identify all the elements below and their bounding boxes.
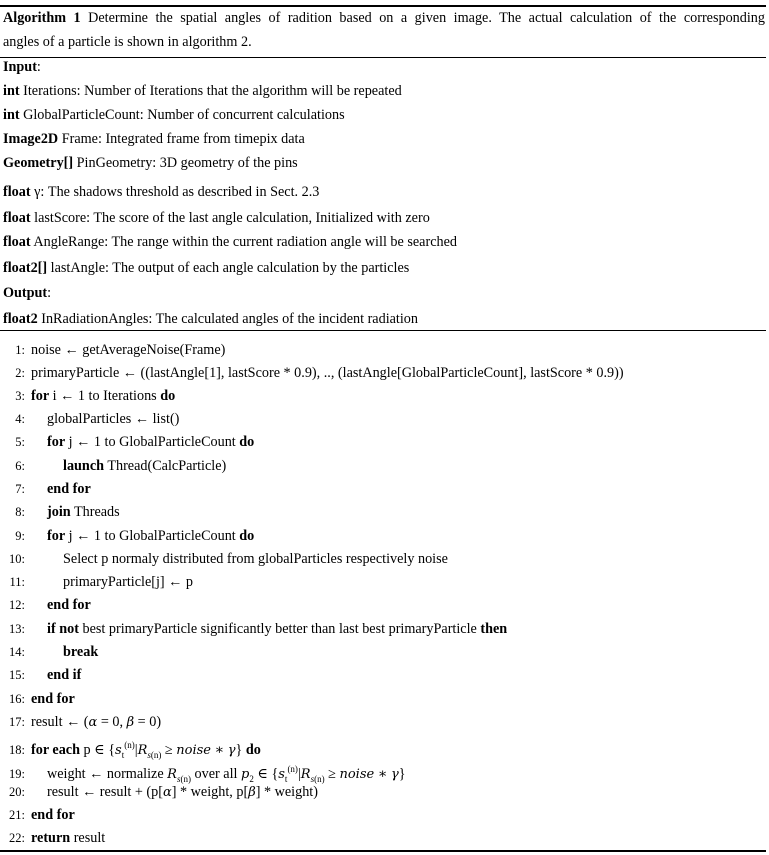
step-line: 7: end for xyxy=(15,481,91,497)
step-line: 20: result ← result + (p[α] * weight, p[β] * weight) xyxy=(9,784,318,800)
input-param: float AngleRange: The range within the current radiation angle will be searched xyxy=(3,234,457,250)
step-line: 18: for each p ∈ {$s_t^{(n)}|R_{s(n)}$ ≥ noise ∗ γ} do xyxy=(9,740,261,760)
input-param: int Iterations: Number of Iterations that the algorithm will be repeated xyxy=(3,83,402,99)
input-param: Image2D Frame: Integrated frame from timepix data xyxy=(3,131,305,147)
io-rule xyxy=(0,330,766,331)
step-line: 4: globalParticles ← list() xyxy=(15,411,180,427)
step-line: 8: join Threads xyxy=(15,504,120,520)
step-line: 9: for j ← 1 to GlobalParticleCount do xyxy=(15,528,255,544)
step-line: 10: Select p normaly distributed from globalParticles respectively noise xyxy=(9,551,448,567)
input-heading: Input: xyxy=(3,59,41,75)
bottom-rule xyxy=(0,850,766,852)
step-line: 17: result ← (α = 0, β = 0) xyxy=(9,714,162,730)
caption-text-1: Determine the spatial angles of radition based on a given image. The actual calculation of the corresponding xyxy=(88,10,765,26)
step-line: 1: noise ← getAverageNoise(Frame) xyxy=(15,342,226,358)
step-line: 2: primaryParticle ← ((lastAngle[1], lastScore * 0.9), .., (lastAngle[GlobalParticleCount], lastScore * 0.9)) xyxy=(15,365,624,381)
step-line: 16: end for xyxy=(9,691,75,707)
input-param: float lastScore: The score of the last angle calculation, Initialized with zero xyxy=(3,210,430,226)
step-line: 6: launch Thread(CalcParticle) xyxy=(15,458,227,474)
input-param: float γ: The shadows threshold as described in Sect. 2.3 xyxy=(3,184,320,200)
step-line: 14: break xyxy=(9,644,99,660)
step-line: 3: for i ← 1 to Iterations do xyxy=(15,388,176,404)
step-line: 11: primaryParticle[j] ← p xyxy=(9,574,194,590)
step-line: 13: if not best primaryParticle significantly better than last best primaryParticle then xyxy=(9,621,508,637)
caption-text-2: angles of a particle is shown in algorithm 2. xyxy=(3,33,252,50)
input-param: Geometry[] PinGeometry: 3D geometry of the pins xyxy=(3,155,298,171)
step-line: 15: end if xyxy=(9,667,82,683)
algorithm-label: Algorithm 1 xyxy=(3,10,81,26)
step-line: 21: end for xyxy=(9,807,75,823)
algorithm-caption xyxy=(3,7,765,54)
step-line: 22: return result xyxy=(9,830,106,846)
input-param: int GlobalParticleCount: Number of concurrent calculations xyxy=(3,107,345,123)
input-param: float2[] lastAngle: The output of each angle calculation by the particles xyxy=(3,260,410,276)
output-heading: Output: xyxy=(3,285,52,301)
step-line: 12: end for xyxy=(9,597,91,613)
caption-rule xyxy=(0,57,766,58)
step-line: 19: weight ← normalize $R_{s(n)}$ over all $p_2$ ∈ {$s_t^{(n)}|R_{s(n)}$ ≥ noise ∗ γ} xyxy=(9,764,406,784)
output-param: float2 InRadiationAngles: The calculated angles of the incident radiation xyxy=(3,311,418,327)
step-line: 5: for j ← 1 to GlobalParticleCount do xyxy=(15,434,255,450)
